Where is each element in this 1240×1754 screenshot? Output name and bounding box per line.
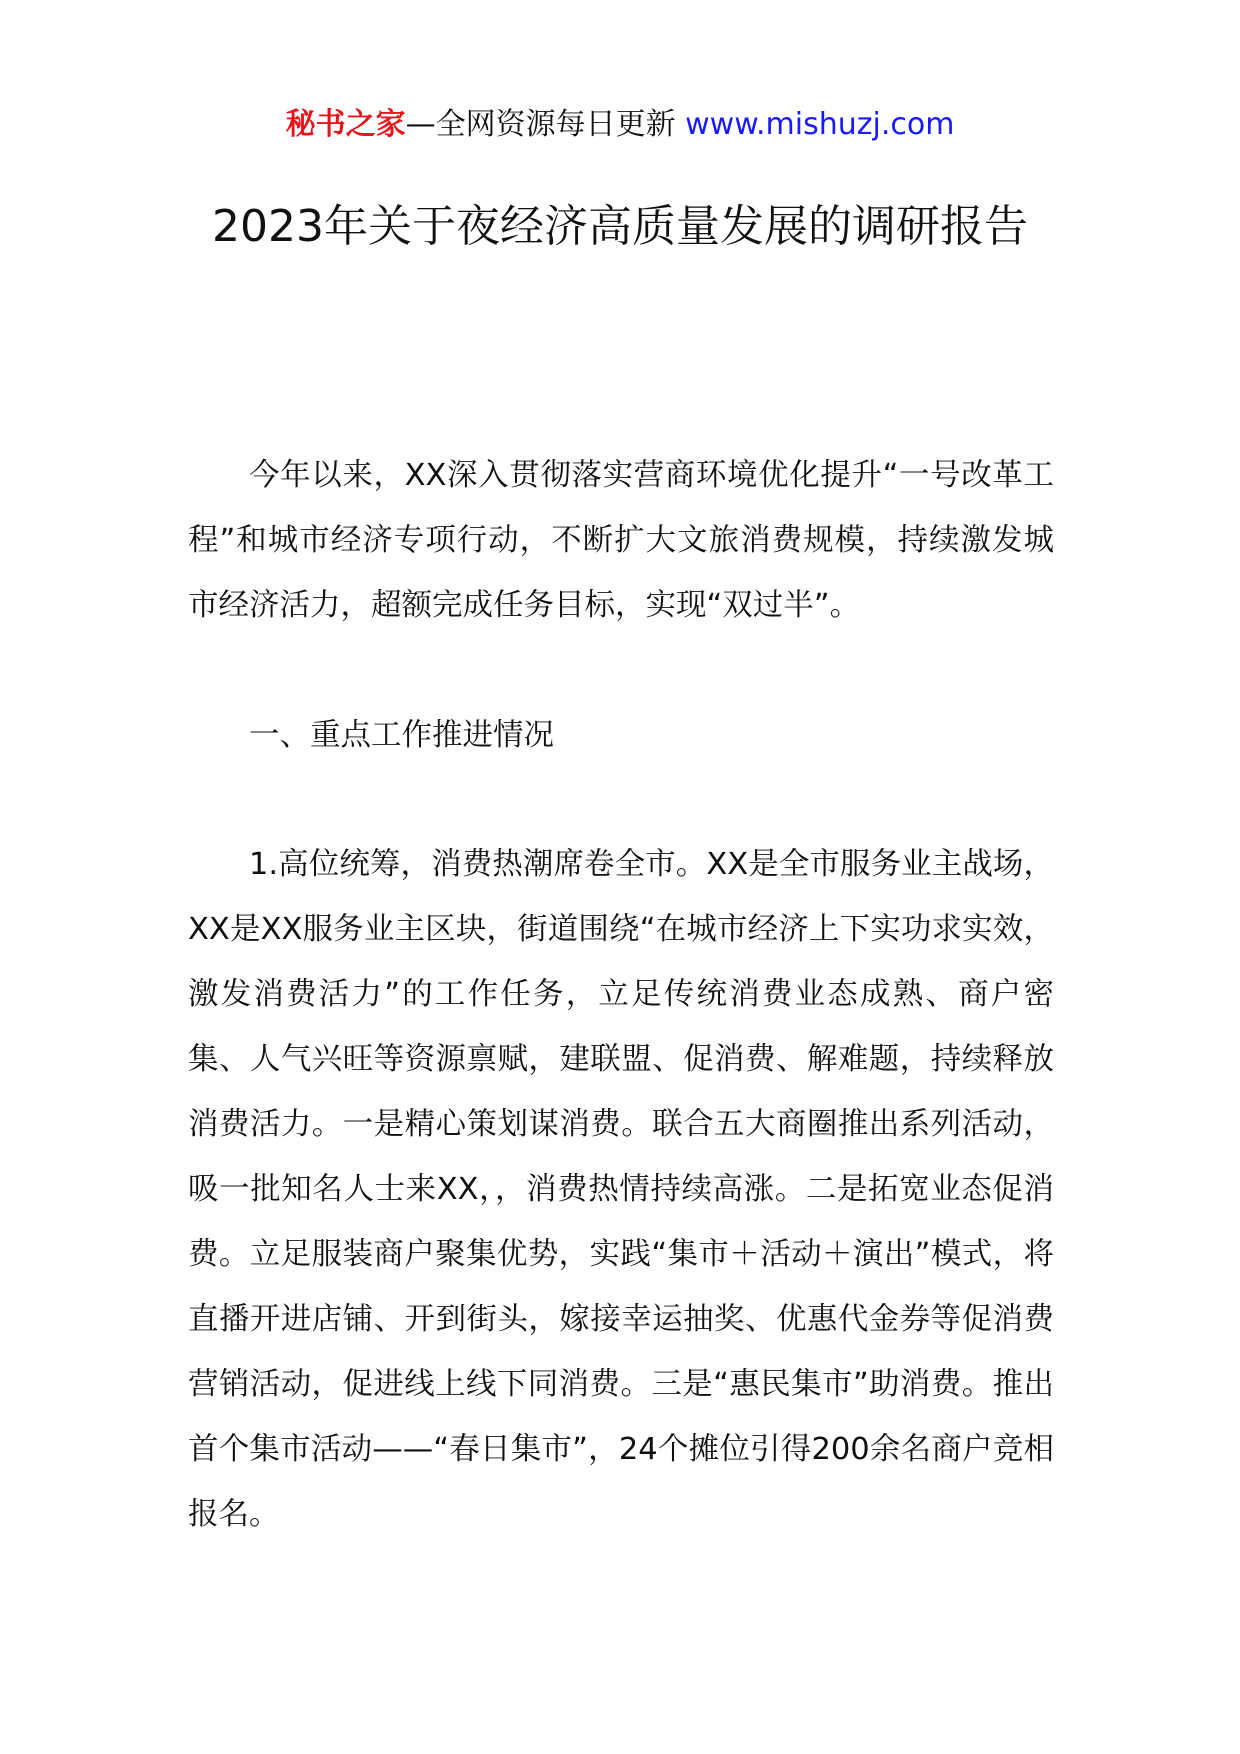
site-url-link[interactable]: www.mishuzj.com <box>685 107 955 142</box>
site-slogan: —全网资源每日更新 <box>405 107 676 142</box>
site-header <box>0 98 1240 152</box>
document-title: 2023年关于夜经济高质量发展的调研报告 <box>212 201 1028 252</box>
site-brand: 秘书之家 <box>285 107 406 142</box>
section-heading: 一、重点工作推进情况 <box>249 718 554 753</box>
item-paragraph: 1.高位统筹，消费热潮席卷全市。XX是全市服务业主战场，XX是XX服务业主区块，街道围绕“在城市经济上下实功求实效，激发消费活力”的工作任务，立足传统消费业态成熟、商户密集、人气兴旺等资源禀赋，建联盟、促消费、解难题，持续释放消费活力。一是精心策划谋消费。联合五大商圈推出系列活动，吸一批知名人士来XX，，消费热情持续高涨。二是拓宽业态促消费。立足服装商户聚集优势，实践“集市＋活动＋演出”模式，将直播开进店铺、开到街头，嫁接幸运抽奖、优惠代金券等促消费营销活动，促进线上线下同消费。三是“惠民集市”助消费。推出首个集市活动——“春日集市”，24个摊位引得200余名商户竞相报名。 <box>188 847 1054 1532</box>
intro-paragraph: 今年以来，XX深入贯彻落实营商环境优化提升“一号改革工程”和城市经济专项行动，不断扩大文旅消费规模，持续激发城市经济活力，超额完成任务目标，实现“双过半”。 <box>188 458 1054 623</box>
